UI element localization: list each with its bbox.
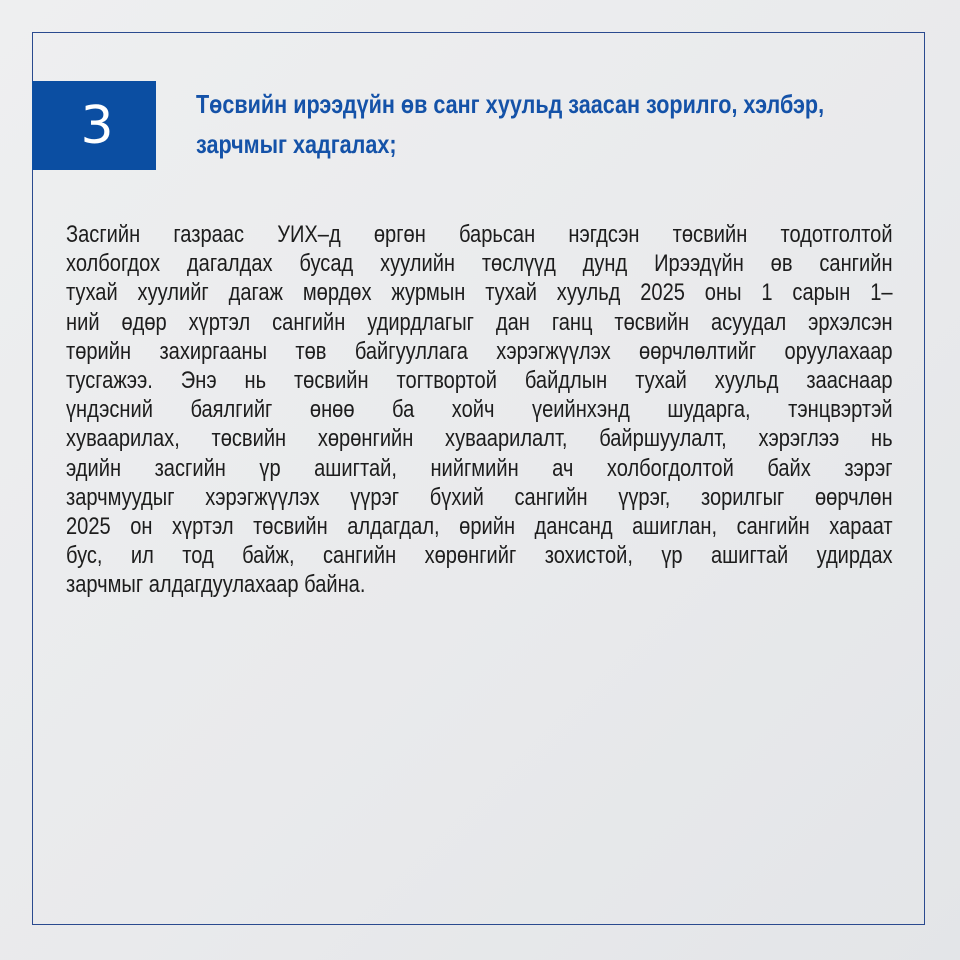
paragraph-line: холбогдох дагалдах бусад хуулийн төслүүд дунд Ирээдүйн өв сангийн bbox=[66, 250, 893, 278]
section-number: 3 bbox=[80, 95, 114, 156]
paragraph-line: 2025 он хүртэл төсвийн алдагдал, өрийн дансанд ашиглан, сангийн хараат bbox=[66, 513, 893, 541]
paragraph-line: зарчмуудыг хэрэгжүүлэх үүрэг бүхий сангийн үүрэг, зорилгыг өөрчлөн bbox=[66, 483, 893, 511]
paragraph-line: хуваарилах, төсвийн хөрөнгийн хуваарилалт, байршуулалт, хэрэглээ нь bbox=[66, 425, 893, 453]
section-number-badge bbox=[32, 81, 156, 170]
paragraph-line: зарчмыг алдагдуулахаар байна. bbox=[66, 571, 366, 599]
paragraph-line: тухай хуулийг дагаж мөрдөх журмын тухай хуульд 2025 оны 1 сарын 1– bbox=[66, 279, 893, 307]
section-heading bbox=[196, 84, 825, 164]
paragraph-line: бус, ил тод байж, сангийн хөрөнгийг зохистой, үр ашигтай удирдах bbox=[66, 542, 893, 570]
section-heading-line: зарчмыг хадгалах; bbox=[196, 129, 397, 159]
paragraph-line: эдийн засгийн үр ашигтай, нийгмийн ач холбогдолтой байх зэрэг bbox=[66, 454, 893, 482]
paragraph-line: ний өдөр хүртэл сангийн удирдлагыг дан ганц төсвийн асуудал эрхэлсэн bbox=[66, 308, 893, 336]
paragraph-line: төрийн захиргааны төв байгууллага хэрэгжүүлэх өөрчлөлтийг оруулахаар bbox=[66, 337, 893, 365]
paragraph-line: тусгажээ. Энэ нь төсвийн тогтвортой байдлын тухай хуульд зааснаар bbox=[66, 367, 893, 395]
section-heading-line: Төсвийн ирээдүйн өв санг хуульд заасан зорилго, хэлбэр, bbox=[196, 89, 825, 119]
paragraph-line: Засгийн газраас УИХ–д өргөн барьсан нэгдсэн төсвийн тодотголтой bbox=[66, 221, 893, 248]
body-paragraph bbox=[66, 220, 893, 600]
paragraph-line: үндэсний баялгийг өнөө ба хойч үеийнхэнд шударга, тэнцвэртэй bbox=[66, 396, 893, 424]
